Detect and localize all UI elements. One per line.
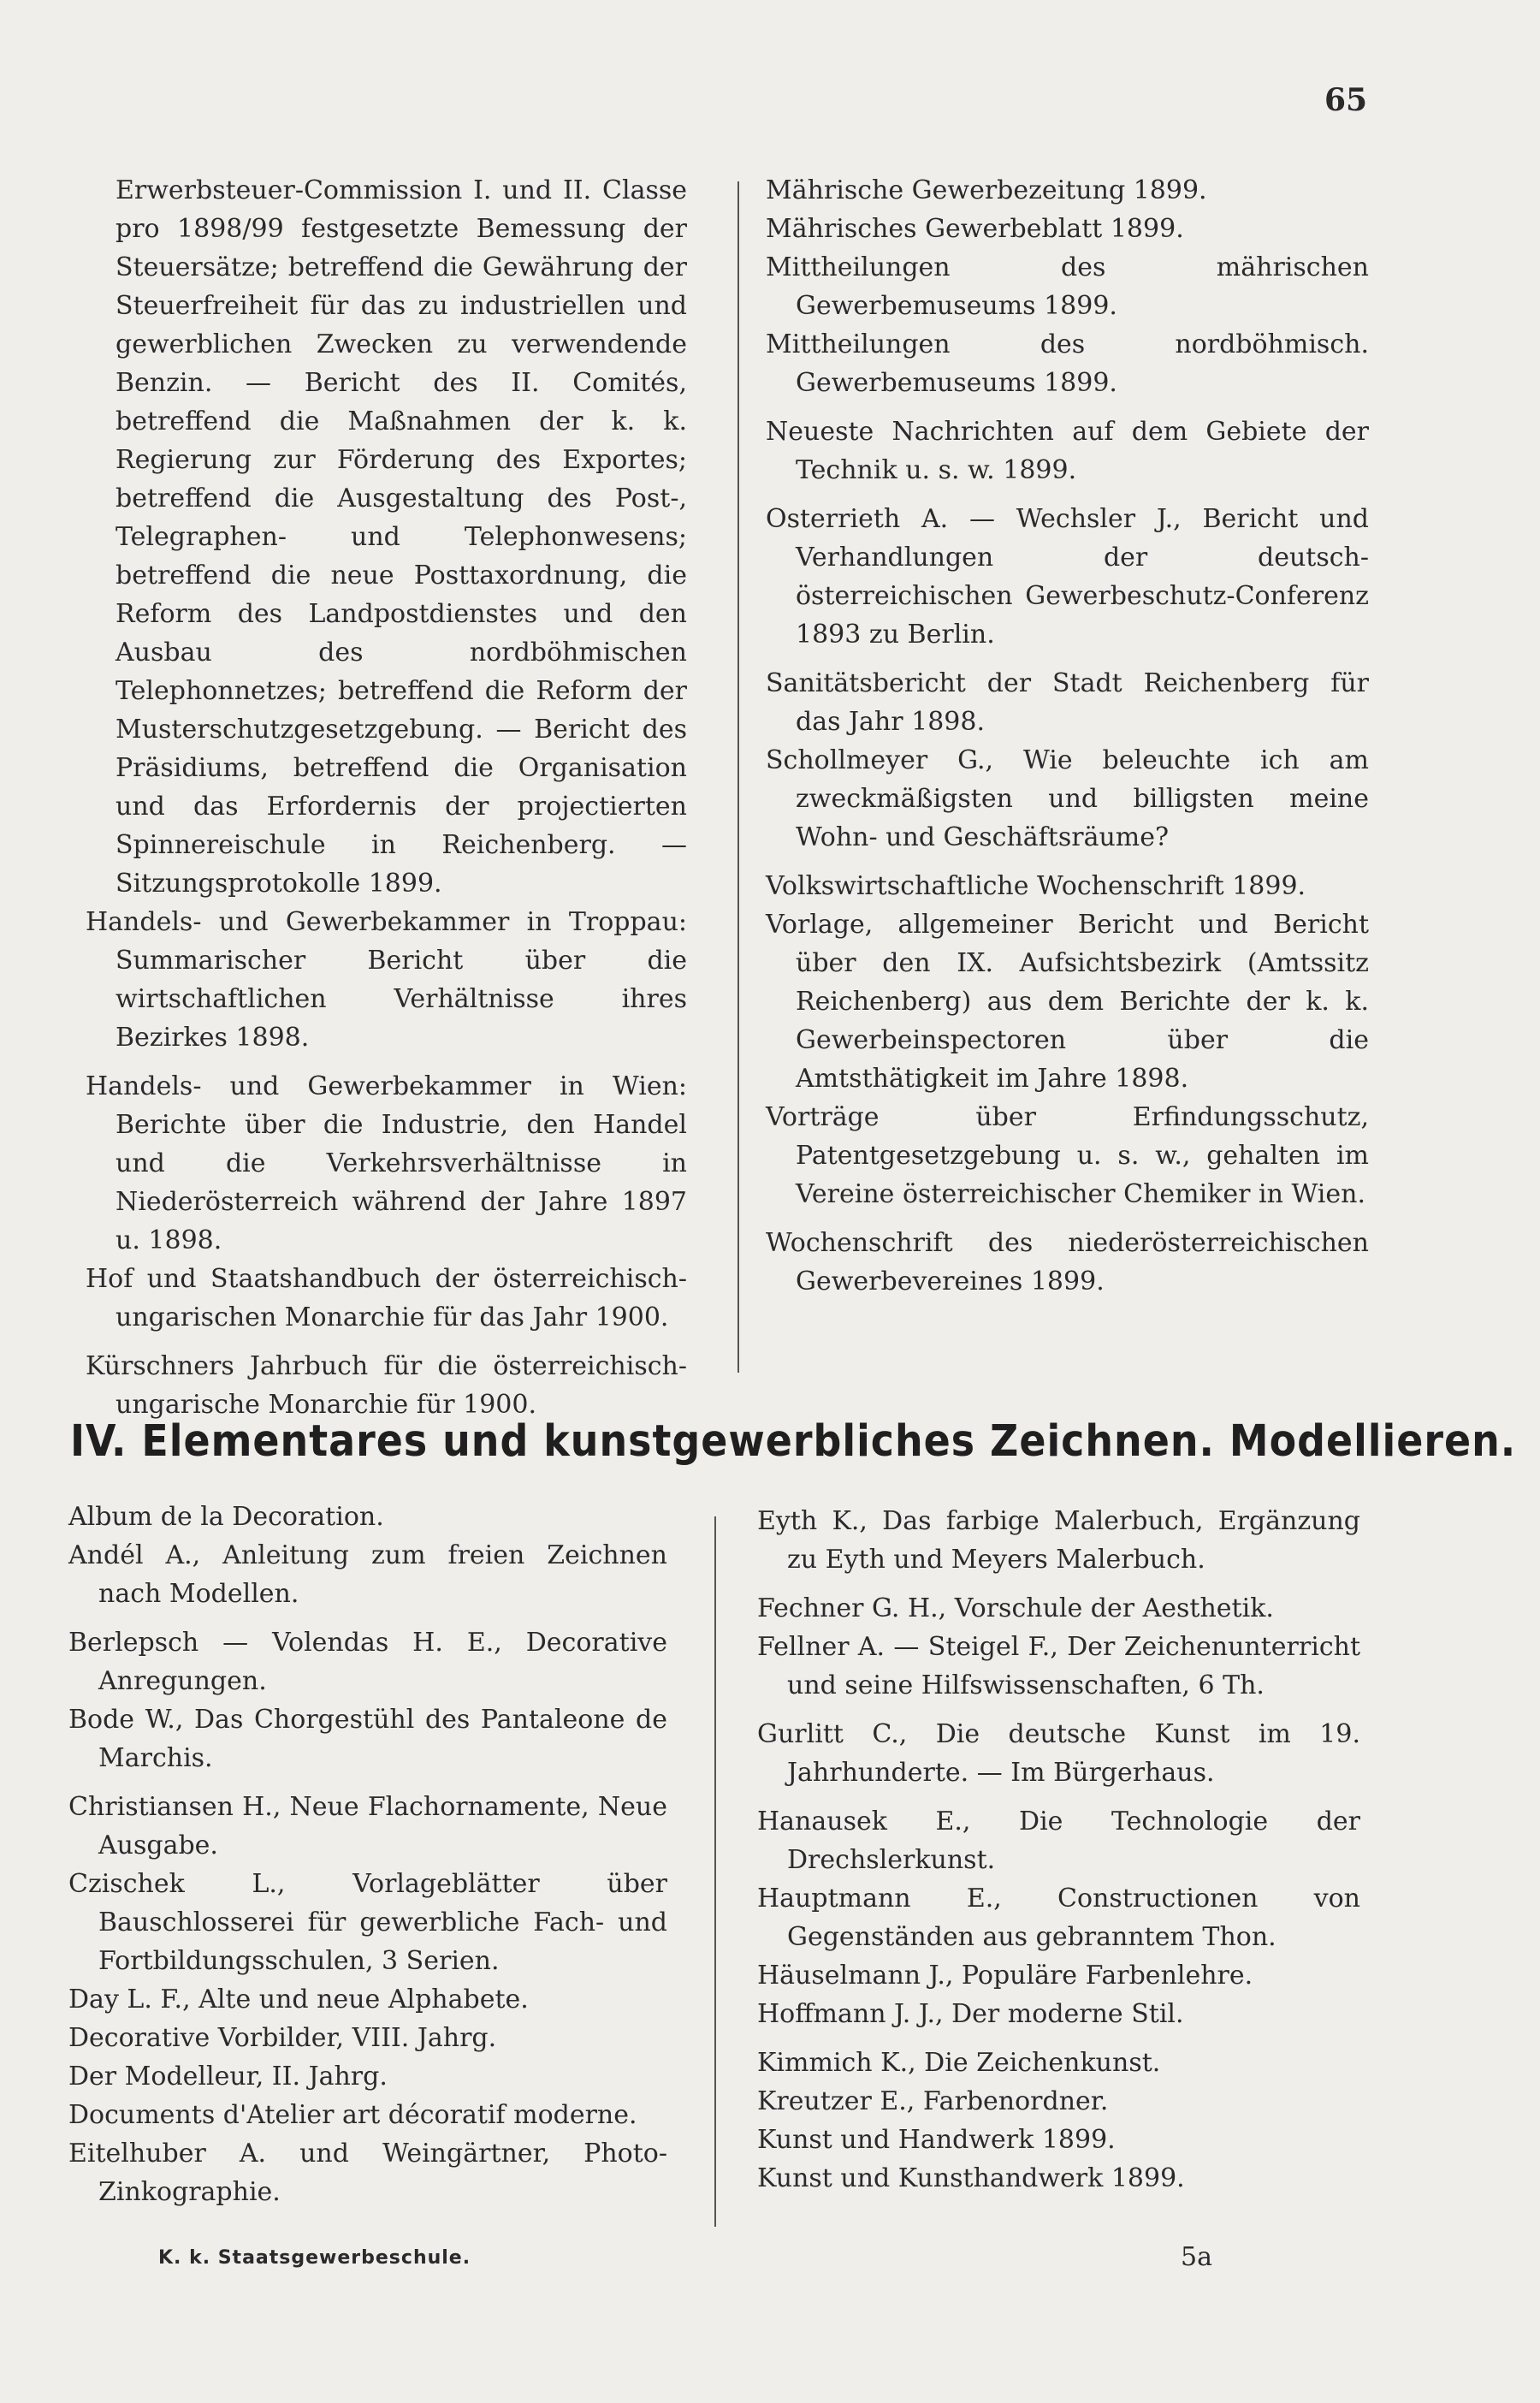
column-divider: [714, 1516, 716, 2227]
list-item: Wochenschrift des niederösterreichischen Gewerbevereines 1899.: [766, 1228, 1369, 1296]
page-number: 65: [1324, 82, 1368, 118]
footer-sheet-mark: 5a: [1181, 2242, 1212, 2272]
bottom-right-column: [757, 1502, 1360, 2198]
column-divider: [737, 181, 739, 1373]
list-item: Eitelhuber A. und Weingärtner, Photo-Zinkographie.: [68, 2139, 667, 2207]
list-item: Album de la Decoration.: [68, 1502, 384, 1532]
list-item: Day L. F., Alte und neue Alphabete.: [68, 1985, 529, 2014]
list-item: Kürschners Jahrbuch für die österreichisch-ungarische Monarchie für 1900.: [86, 1351, 687, 1420]
list-item: Kunst und Kunsthandwerk 1899.: [757, 2163, 1185, 2193]
bottom-left-column: [68, 1498, 667, 2211]
list-item: Eyth K., Das farbige Malerbuch, Ergänzung zu Eyth und Meyers Malerbuch.: [757, 1506, 1360, 1575]
list-item: Mittheilungen des mährischen Gewerbemuseums 1899.: [766, 252, 1369, 321]
list-item: Neueste Nachrichten auf dem Gebiete der Technik u. s. w. 1899.: [766, 417, 1369, 485]
list-item: Sanitätsbericht der Stadt Reichenberg für das Jahr 1898.: [766, 668, 1369, 737]
list-item: Andél A., Anleitung zum freien Zeichnen nach Modellen.: [68, 1540, 667, 1609]
top-left-column: [86, 171, 687, 1424]
list-item: Kimmich K., Die Zeichenkunst.: [757, 2048, 1161, 2078]
list-item: Fechner G. H., Vorschule der Aesthetik.: [757, 1593, 1274, 1623]
section-heading: IV. Elementares und kunstgewerbliches Zeichnen. Modellieren.: [70, 1416, 1517, 1467]
list-item: Hauptmann E., Constructionen von Gegenständen aus gebranntem Thon.: [757, 1884, 1360, 1952]
footer-signature: K. k. Staatsgewerbeschule.: [158, 2247, 471, 2269]
list-item: Gurlitt C., Die deutsche Kunst im 19. Jahrhunderte. — Im Bürgerhaus.: [757, 1719, 1360, 1788]
list-item: Vorträge über Erfindungsschutz, Patentgesetzgebung u. s. w., gehalten im Vereine österreichischer Chemiker in Wien.: [766, 1102, 1369, 1209]
list-item: Kreutzer E., Farbenordner.: [757, 2086, 1109, 2116]
list-item: Osterrieth A. — Wechsler J., Bericht und Verhandlungen der deutsch-österreichischen Gewerbeschutz-Conferenz 1893 zu Berlin.: [766, 504, 1369, 650]
list-item: Häuselmann J., Populäre Farbenlehre.: [757, 1961, 1253, 1991]
list-item: Handels- und Gewerbekammer in Troppau: Summarischer Bericht über die wirtschaftlichen Verhältnisse ihres Bezirkes 1898.: [86, 907, 687, 1053]
list-item: Kunst und Handwerk 1899.: [757, 2125, 1116, 2155]
list-item: Fellner A. — Steigel F., Der Zeichenunterricht und seine Hilfswissenschaften, 6 Th.: [757, 1632, 1360, 1700]
list-item: Schollmeyer G., Wie beleuchte ich am zweckmäßigsten und billigsten meine Wohn- und Geschäftsräume?: [766, 745, 1369, 852]
list-item: Vorlage, allgemeiner Bericht und Bericht über den IX. Aufsichtsbezirk (Amtssitz Reichenberg) aus dem Berichte der k. k. Gewerbeinspectoren über die Amtsthätigkeit im Jahre 1898.: [766, 910, 1369, 1094]
top-right-column: [766, 171, 1369, 1301]
list-item: Documents d'Atelier art décoratif moderne.: [68, 2100, 637, 2130]
list-item: Hof und Staatshandbuch der österreichisch-ungarischen Monarchie für das Jahr 1900.: [86, 1264, 687, 1332]
list-item: Mittheilungen des nordböhmisch. Gewerbemuseums 1899.: [766, 329, 1369, 398]
list-item: Mährische Gewerbezeitung 1899.: [766, 175, 1207, 205]
list-item: Hoffmann J. J., Der moderne Stil.: [757, 1999, 1184, 2029]
list-item: Christiansen H., Neue Flachornamente, Neue Ausgabe.: [68, 1792, 667, 1860]
list-item: Hanausek E., Die Technologie der Drechslerkunst.: [757, 1807, 1360, 1875]
list-item: Volkswirtschaftliche Wochenschrift 1899.: [766, 871, 1306, 901]
list-item: Erwerbsteuer-Commission I. und II. Classe pro 1898/99 festgesetzte Bemessung der Steuersätze; betreffend die Gewährung der Steuerfreiheit für das zu industriellen und gewerblichen Zwecken zu verwendende Benzin. — Bericht des II. Comités, betreffend die Maßnahmen der k. k. Regierung zur Förderung des Exportes; betreffend die Ausgestaltung des Post-, Telegraphen- und Telephonwesens; betreffend die neue Posttaxordnung, die Reform des Landpostdienstes und den Ausbau des nordböhmischen Telephonnetzes; betreffend die Reform der Musterschutzgesetzgebung. — Bericht des Präsidiums, betreffend die Organisation und das Erfordernis der projectierten Spinnereischule in Reichenberg. — Sitzungsprotokolle 1899.: [116, 175, 687, 899]
list-item: Czischek L., Vorlageblätter über Bauschlosserei für gewerbliche Fach- und Fortbildungsschulen, 3 Serien.: [68, 1869, 667, 1976]
list-item: Handels- und Gewerbekammer in Wien: Berichte über die Industrie, den Handel und die Verkehrsverhältnisse in Niederösterreich während der Jahre 1897 u. 1898.: [86, 1071, 687, 1255]
list-item: Bode W., Das Chorgestühl des Pantaleone de Marchis.: [68, 1705, 667, 1773]
list-item: Berlepsch — Volendas H. E., Decorative Anregungen.: [68, 1628, 667, 1696]
list-item: Mährisches Gewerbeblatt 1899.: [766, 214, 1184, 244]
list-item: Decorative Vorbilder, VIII. Jahrg.: [68, 2023, 497, 2053]
list-item: Der Modelleur, II. Jahrg.: [68, 2062, 388, 2092]
